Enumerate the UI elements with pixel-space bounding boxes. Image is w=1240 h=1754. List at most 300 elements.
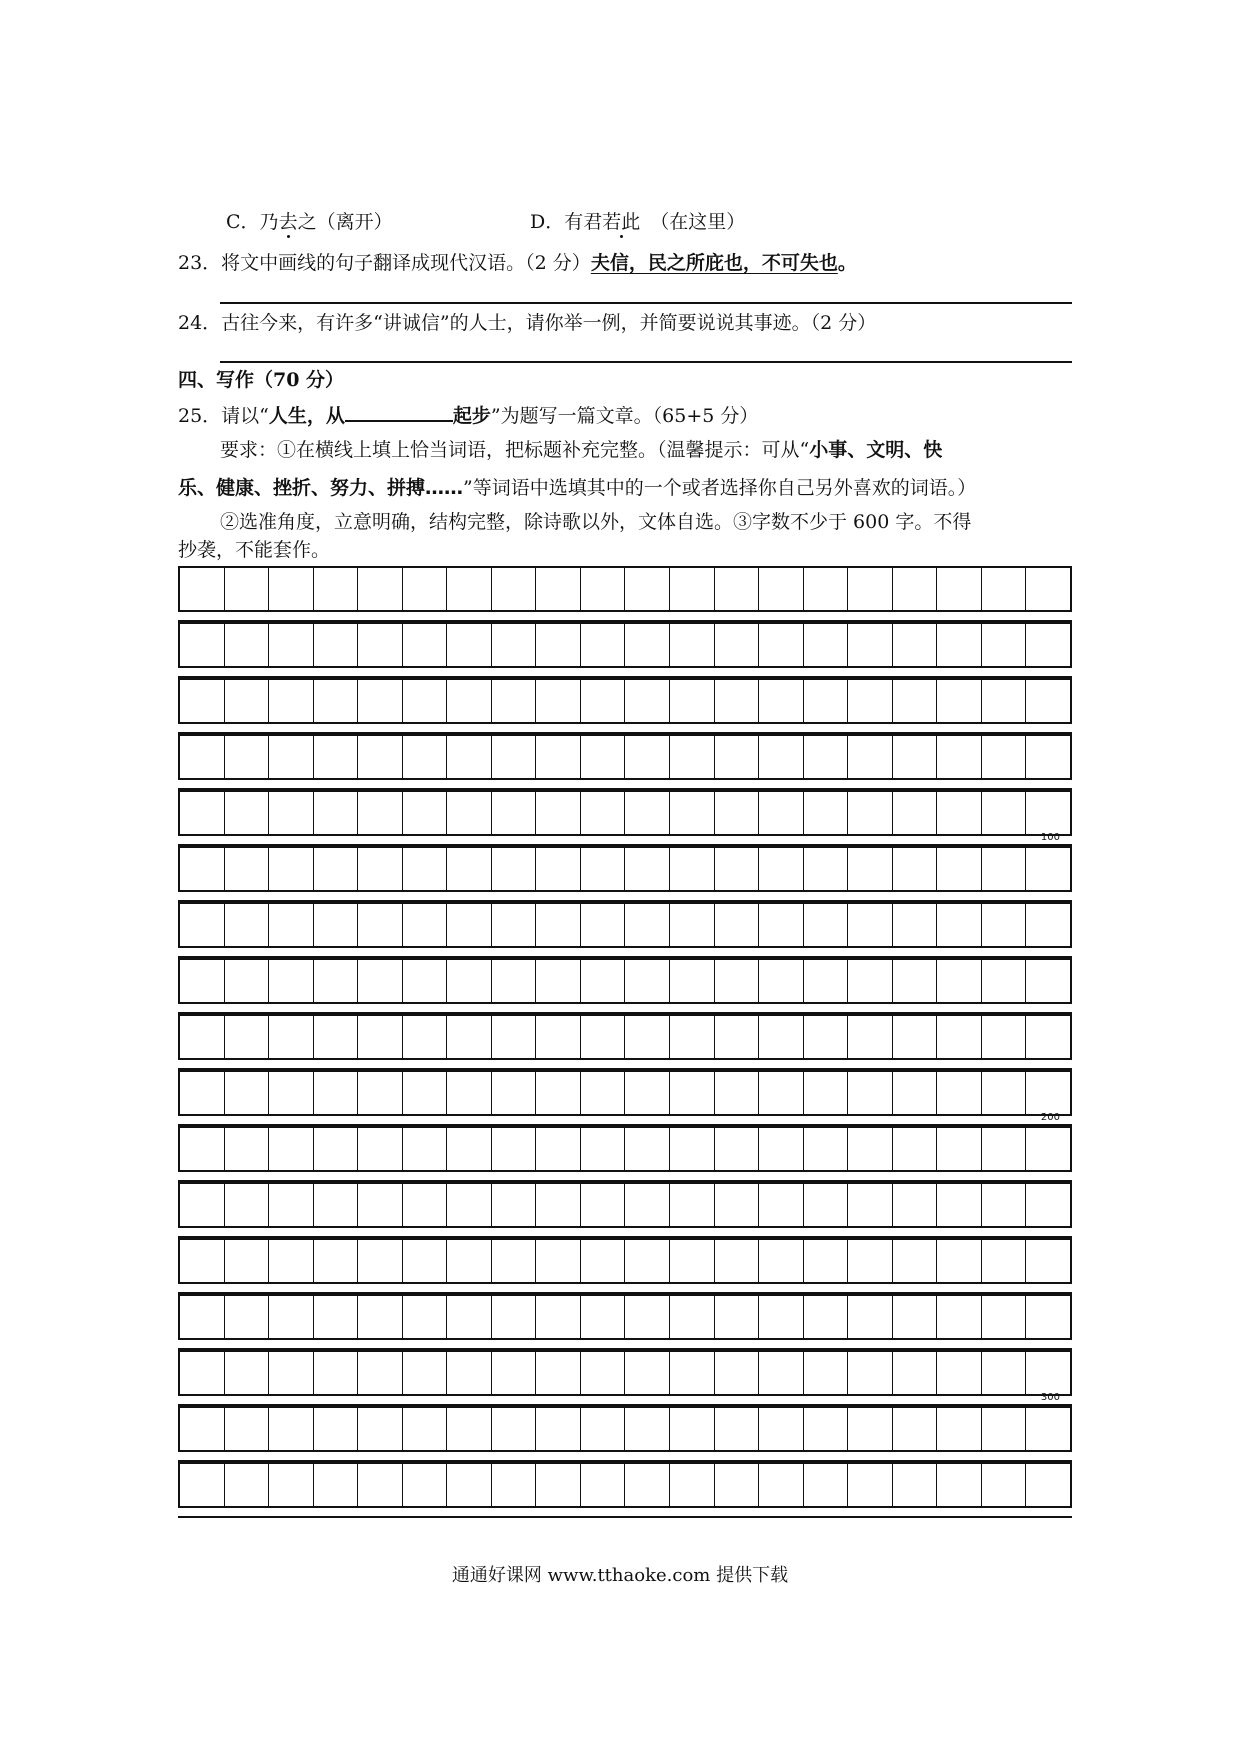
grid-cell[interactable] bbox=[536, 624, 581, 666]
grid-cell[interactable] bbox=[1026, 624, 1070, 666]
answer-line-23[interactable] bbox=[220, 302, 1072, 304]
grid-cell[interactable] bbox=[670, 1184, 715, 1226]
grid-cell[interactable] bbox=[848, 1016, 893, 1058]
grid-cell[interactable] bbox=[447, 568, 492, 610]
grid-cell[interactable] bbox=[982, 568, 1027, 610]
grid-cell[interactable] bbox=[225, 624, 270, 666]
grid-cell[interactable] bbox=[715, 736, 760, 778]
grid-cell[interactable] bbox=[848, 1128, 893, 1170]
grid-cell[interactable] bbox=[225, 736, 270, 778]
grid-cell[interactable] bbox=[1026, 1072, 1070, 1114]
grid-cell[interactable] bbox=[848, 1464, 893, 1506]
grid-cell[interactable] bbox=[759, 1408, 804, 1450]
grid-cell[interactable] bbox=[804, 736, 849, 778]
grid-cell[interactable] bbox=[403, 624, 448, 666]
grid-cell[interactable] bbox=[403, 904, 448, 946]
grid-cell[interactable] bbox=[314, 904, 359, 946]
grid-cell[interactable] bbox=[180, 624, 225, 666]
grid-cell[interactable] bbox=[893, 1240, 938, 1282]
grid-cell[interactable] bbox=[536, 1128, 581, 1170]
grid-cell[interactable] bbox=[625, 1408, 670, 1450]
grid-cell[interactable] bbox=[581, 1072, 626, 1114]
grid-cell[interactable] bbox=[893, 624, 938, 666]
grid-cell[interactable] bbox=[536, 568, 581, 610]
grid-cell[interactable] bbox=[937, 904, 982, 946]
grid-cell[interactable] bbox=[1026, 1464, 1070, 1506]
grid-cell[interactable] bbox=[982, 1408, 1027, 1450]
grid-cell[interactable] bbox=[581, 848, 626, 890]
grid-cell[interactable] bbox=[180, 1408, 225, 1450]
grid-cell[interactable] bbox=[269, 904, 314, 946]
grid-cell[interactable] bbox=[447, 904, 492, 946]
grid-cell[interactable] bbox=[1026, 1352, 1070, 1394]
grid-cell[interactable] bbox=[848, 1072, 893, 1114]
grid-cell[interactable] bbox=[715, 1184, 760, 1226]
grid-cell[interactable] bbox=[804, 624, 849, 666]
grid-cell[interactable] bbox=[581, 1408, 626, 1450]
grid-cell[interactable] bbox=[536, 848, 581, 890]
grid-cell[interactable] bbox=[581, 1184, 626, 1226]
grid-cell[interactable] bbox=[269, 624, 314, 666]
grid-cell[interactable] bbox=[358, 904, 403, 946]
grid-cell[interactable] bbox=[358, 1240, 403, 1282]
grid-cell[interactable] bbox=[1026, 680, 1070, 722]
grid-cell[interactable] bbox=[982, 1072, 1027, 1114]
grid-cell[interactable] bbox=[893, 1408, 938, 1450]
grid-cell[interactable] bbox=[759, 1296, 804, 1338]
grid-cell[interactable] bbox=[848, 792, 893, 834]
grid-cell[interactable] bbox=[670, 1352, 715, 1394]
grid-cell[interactable] bbox=[937, 736, 982, 778]
grid-cell[interactable] bbox=[314, 960, 359, 1002]
grid-cell[interactable] bbox=[1026, 568, 1070, 610]
grid-cell[interactable] bbox=[314, 1016, 359, 1058]
grid-cell[interactable] bbox=[804, 1184, 849, 1226]
grid-cell[interactable] bbox=[982, 1296, 1027, 1338]
grid-cell[interactable] bbox=[269, 1240, 314, 1282]
grid-cell[interactable] bbox=[848, 1352, 893, 1394]
grid-cell[interactable] bbox=[225, 904, 270, 946]
grid-cell[interactable] bbox=[759, 624, 804, 666]
grid-cell[interactable] bbox=[625, 1352, 670, 1394]
grid-cell[interactable] bbox=[492, 1464, 537, 1506]
grid-cell[interactable] bbox=[492, 1296, 537, 1338]
grid-cell[interactable] bbox=[1026, 1128, 1070, 1170]
title-blank[interactable] bbox=[345, 398, 453, 422]
grid-cell[interactable] bbox=[358, 1464, 403, 1506]
grid-cell[interactable] bbox=[492, 792, 537, 834]
grid-cell[interactable] bbox=[269, 1352, 314, 1394]
grid-cell[interactable] bbox=[937, 1464, 982, 1506]
grid-cell[interactable] bbox=[982, 1352, 1027, 1394]
grid-cell[interactable] bbox=[670, 792, 715, 834]
grid-cell[interactable] bbox=[715, 904, 760, 946]
grid-cell[interactable] bbox=[180, 848, 225, 890]
grid-cell[interactable] bbox=[625, 1128, 670, 1170]
grid-cell[interactable] bbox=[848, 1408, 893, 1450]
grid-cell[interactable] bbox=[225, 960, 270, 1002]
grid-cell[interactable] bbox=[358, 624, 403, 666]
grid-cell[interactable] bbox=[670, 960, 715, 1002]
grid-cell[interactable] bbox=[581, 1464, 626, 1506]
grid-cell[interactable] bbox=[403, 1408, 448, 1450]
grid-cell[interactable] bbox=[358, 848, 403, 890]
grid-cell[interactable] bbox=[759, 680, 804, 722]
grid-cell[interactable] bbox=[447, 624, 492, 666]
grid-cell[interactable] bbox=[536, 1184, 581, 1226]
grid-cell[interactable] bbox=[581, 1296, 626, 1338]
grid-cell[interactable] bbox=[804, 1408, 849, 1450]
grid-cell[interactable] bbox=[581, 1352, 626, 1394]
grid-cell[interactable] bbox=[581, 1016, 626, 1058]
grid-cell[interactable] bbox=[358, 1296, 403, 1338]
grid-cell[interactable] bbox=[670, 1240, 715, 1282]
grid-cell[interactable] bbox=[893, 1184, 938, 1226]
grid-cell[interactable] bbox=[848, 848, 893, 890]
grid-cell[interactable] bbox=[937, 848, 982, 890]
grid-cell[interactable] bbox=[225, 1352, 270, 1394]
grid-cell[interactable] bbox=[314, 792, 359, 834]
grid-cell[interactable] bbox=[804, 1296, 849, 1338]
grid-cell[interactable] bbox=[180, 1184, 225, 1226]
grid-cell[interactable] bbox=[358, 792, 403, 834]
grid-cell[interactable] bbox=[536, 1352, 581, 1394]
grid-cell[interactable] bbox=[937, 1408, 982, 1450]
grid-cell[interactable] bbox=[937, 960, 982, 1002]
grid-cell[interactable] bbox=[715, 1016, 760, 1058]
grid-cell[interactable] bbox=[492, 736, 537, 778]
grid-cell[interactable] bbox=[403, 736, 448, 778]
grid-cell[interactable] bbox=[715, 792, 760, 834]
grid-cell[interactable] bbox=[625, 568, 670, 610]
grid-cell[interactable] bbox=[180, 1016, 225, 1058]
grid-cell[interactable] bbox=[670, 1128, 715, 1170]
grid-cell[interactable] bbox=[937, 568, 982, 610]
grid-cell[interactable] bbox=[715, 1240, 760, 1282]
grid-cell[interactable] bbox=[492, 680, 537, 722]
grid-cell[interactable] bbox=[893, 792, 938, 834]
grid-cell[interactable] bbox=[492, 1240, 537, 1282]
grid-cell[interactable] bbox=[848, 736, 893, 778]
grid-cell[interactable] bbox=[180, 1128, 225, 1170]
grid-cell[interactable] bbox=[625, 848, 670, 890]
grid-cell[interactable] bbox=[492, 1408, 537, 1450]
grid-cell[interactable] bbox=[759, 1184, 804, 1226]
grid-cell[interactable] bbox=[848, 568, 893, 610]
grid-cell[interactable] bbox=[403, 1240, 448, 1282]
grid-cell[interactable] bbox=[715, 1072, 760, 1114]
grid-cell[interactable] bbox=[180, 904, 225, 946]
grid-cell[interactable] bbox=[1026, 848, 1070, 890]
grid-cell[interactable] bbox=[269, 736, 314, 778]
grid-cell[interactable] bbox=[848, 1296, 893, 1338]
grid-cell[interactable] bbox=[447, 1240, 492, 1282]
grid-cell[interactable] bbox=[804, 848, 849, 890]
grid-cell[interactable] bbox=[893, 904, 938, 946]
grid-cell[interactable] bbox=[581, 1128, 626, 1170]
grid-cell[interactable] bbox=[225, 792, 270, 834]
grid-cell[interactable] bbox=[893, 1464, 938, 1506]
grid-cell[interactable] bbox=[536, 960, 581, 1002]
grid-cell[interactable] bbox=[358, 1352, 403, 1394]
grid-cell[interactable] bbox=[536, 1240, 581, 1282]
grid-cell[interactable] bbox=[492, 1184, 537, 1226]
grid-cell[interactable] bbox=[893, 1128, 938, 1170]
grid-cell[interactable] bbox=[759, 1072, 804, 1114]
grid-cell[interactable] bbox=[804, 680, 849, 722]
grid-cell[interactable] bbox=[269, 848, 314, 890]
answer-line-24[interactable] bbox=[220, 361, 1072, 363]
grid-cell[interactable] bbox=[225, 1184, 270, 1226]
grid-cell[interactable] bbox=[492, 1128, 537, 1170]
grid-cell[interactable] bbox=[447, 1016, 492, 1058]
grid-cell[interactable] bbox=[715, 680, 760, 722]
grid-cell[interactable] bbox=[403, 1296, 448, 1338]
grid-cell[interactable] bbox=[804, 1016, 849, 1058]
grid-cell[interactable] bbox=[848, 624, 893, 666]
grid-cell[interactable] bbox=[804, 960, 849, 1002]
grid-cell[interactable] bbox=[893, 1016, 938, 1058]
grid-cell[interactable] bbox=[625, 1296, 670, 1338]
grid-cell[interactable] bbox=[225, 1016, 270, 1058]
grid-cell[interactable] bbox=[581, 1240, 626, 1282]
grid-cell[interactable] bbox=[625, 624, 670, 666]
grid-cell[interactable] bbox=[536, 1464, 581, 1506]
grid-cell[interactable] bbox=[225, 1240, 270, 1282]
grid-cell[interactable] bbox=[447, 1408, 492, 1450]
grid-cell[interactable] bbox=[759, 1464, 804, 1506]
grid-cell[interactable] bbox=[225, 1072, 270, 1114]
grid-cell[interactable] bbox=[848, 904, 893, 946]
grid-cell[interactable] bbox=[625, 1072, 670, 1114]
grid-cell[interactable] bbox=[982, 1240, 1027, 1282]
grid-cell[interactable] bbox=[581, 960, 626, 1002]
grid-cell[interactable] bbox=[715, 568, 760, 610]
grid-cell[interactable] bbox=[715, 1296, 760, 1338]
grid-cell[interactable] bbox=[492, 1352, 537, 1394]
grid-cell[interactable] bbox=[937, 1128, 982, 1170]
grid-cell[interactable] bbox=[314, 1296, 359, 1338]
grid-cell[interactable] bbox=[893, 1296, 938, 1338]
grid-cell[interactable] bbox=[180, 1240, 225, 1282]
grid-cell[interactable] bbox=[670, 680, 715, 722]
grid-cell[interactable] bbox=[447, 792, 492, 834]
grid-cell[interactable] bbox=[180, 1072, 225, 1114]
grid-cell[interactable] bbox=[1026, 792, 1070, 834]
grid-cell[interactable] bbox=[314, 736, 359, 778]
grid-cell[interactable] bbox=[403, 1184, 448, 1226]
grid-cell[interactable] bbox=[314, 624, 359, 666]
grid-cell[interactable] bbox=[848, 960, 893, 1002]
grid-cell[interactable] bbox=[180, 1296, 225, 1338]
grid-cell[interactable] bbox=[358, 1016, 403, 1058]
grid-cell[interactable] bbox=[492, 1016, 537, 1058]
grid-cell[interactable] bbox=[358, 1408, 403, 1450]
grid-cell[interactable] bbox=[893, 848, 938, 890]
grid-cell[interactable] bbox=[581, 904, 626, 946]
grid-cell[interactable] bbox=[804, 1072, 849, 1114]
grid-cell[interactable] bbox=[269, 792, 314, 834]
grid-cell[interactable] bbox=[180, 736, 225, 778]
grid-cell[interactable] bbox=[759, 1128, 804, 1170]
grid-cell[interactable] bbox=[1026, 1184, 1070, 1226]
grid-cell[interactable] bbox=[403, 1072, 448, 1114]
grid-cell[interactable] bbox=[269, 1464, 314, 1506]
grid-cell[interactable] bbox=[314, 1128, 359, 1170]
grid-cell[interactable] bbox=[581, 680, 626, 722]
grid-cell[interactable] bbox=[759, 1352, 804, 1394]
grid-cell[interactable] bbox=[358, 960, 403, 1002]
grid-cell[interactable] bbox=[225, 680, 270, 722]
grid-cell[interactable] bbox=[893, 960, 938, 1002]
grid-cell[interactable] bbox=[625, 736, 670, 778]
grid-cell[interactable] bbox=[269, 960, 314, 1002]
grid-cell[interactable] bbox=[982, 736, 1027, 778]
grid-cell[interactable] bbox=[403, 792, 448, 834]
grid-cell[interactable] bbox=[759, 792, 804, 834]
grid-cell[interactable] bbox=[982, 960, 1027, 1002]
grid-cell[interactable] bbox=[447, 736, 492, 778]
grid-cell[interactable] bbox=[403, 1016, 448, 1058]
grid-cell[interactable] bbox=[893, 568, 938, 610]
grid-cell[interactable] bbox=[937, 1072, 982, 1114]
grid-cell[interactable] bbox=[492, 624, 537, 666]
grid-cell[interactable] bbox=[759, 960, 804, 1002]
grid-cell[interactable] bbox=[715, 1464, 760, 1506]
grid-cell[interactable] bbox=[1026, 1016, 1070, 1058]
grid-cell[interactable] bbox=[536, 792, 581, 834]
grid-cell[interactable] bbox=[447, 1296, 492, 1338]
grid-cell[interactable] bbox=[670, 1016, 715, 1058]
grid-cell[interactable] bbox=[759, 848, 804, 890]
grid-cell[interactable] bbox=[982, 680, 1027, 722]
grid-cell[interactable] bbox=[536, 1072, 581, 1114]
grid-cell[interactable] bbox=[314, 1408, 359, 1450]
grid-cell[interactable] bbox=[670, 1296, 715, 1338]
grid-cell[interactable] bbox=[625, 904, 670, 946]
grid-cell[interactable] bbox=[804, 1240, 849, 1282]
grid-cell[interactable] bbox=[358, 568, 403, 610]
grid-cell[interactable] bbox=[447, 680, 492, 722]
grid-cell[interactable] bbox=[314, 1352, 359, 1394]
grid-cell[interactable] bbox=[1026, 960, 1070, 1002]
grid-cell[interactable] bbox=[447, 1464, 492, 1506]
grid-cell[interactable] bbox=[759, 568, 804, 610]
grid-cell[interactable] bbox=[804, 568, 849, 610]
grid-cell[interactable] bbox=[180, 1352, 225, 1394]
grid-cell[interactable] bbox=[269, 1128, 314, 1170]
grid-cell[interactable] bbox=[715, 848, 760, 890]
grid-cell[interactable] bbox=[937, 1184, 982, 1226]
grid-cell[interactable] bbox=[625, 1184, 670, 1226]
grid-cell[interactable] bbox=[225, 848, 270, 890]
grid-cell[interactable] bbox=[180, 792, 225, 834]
grid-cell[interactable] bbox=[492, 568, 537, 610]
grid-cell[interactable] bbox=[225, 1408, 270, 1450]
grid-cell[interactable] bbox=[536, 1296, 581, 1338]
grid-cell[interactable] bbox=[269, 1408, 314, 1450]
grid-cell[interactable] bbox=[492, 848, 537, 890]
grid-cell[interactable] bbox=[447, 960, 492, 1002]
grid-cell[interactable] bbox=[759, 736, 804, 778]
grid-cell[interactable] bbox=[314, 848, 359, 890]
grid-cell[interactable] bbox=[715, 1128, 760, 1170]
grid-cell[interactable] bbox=[403, 1352, 448, 1394]
grid-cell[interactable] bbox=[581, 568, 626, 610]
grid-cell[interactable] bbox=[180, 960, 225, 1002]
grid-cell[interactable] bbox=[715, 960, 760, 1002]
grid-cell[interactable] bbox=[937, 1240, 982, 1282]
grid-cell[interactable] bbox=[314, 1464, 359, 1506]
grid-cell[interactable] bbox=[403, 568, 448, 610]
grid-cell[interactable] bbox=[625, 1464, 670, 1506]
grid-cell[interactable] bbox=[670, 624, 715, 666]
grid-cell[interactable] bbox=[314, 680, 359, 722]
grid-cell[interactable] bbox=[358, 680, 403, 722]
grid-cell[interactable] bbox=[492, 904, 537, 946]
grid-cell[interactable] bbox=[982, 624, 1027, 666]
grid-cell[interactable] bbox=[225, 1128, 270, 1170]
grid-cell[interactable] bbox=[492, 960, 537, 1002]
grid-cell[interactable] bbox=[403, 1464, 448, 1506]
grid-cell[interactable] bbox=[670, 1408, 715, 1450]
grid-cell[interactable] bbox=[625, 960, 670, 1002]
grid-cell[interactable] bbox=[581, 736, 626, 778]
grid-cell[interactable] bbox=[1026, 1240, 1070, 1282]
grid-cell[interactable] bbox=[180, 568, 225, 610]
grid-cell[interactable] bbox=[937, 1352, 982, 1394]
grid-cell[interactable] bbox=[447, 1128, 492, 1170]
grid-cell[interactable] bbox=[447, 1072, 492, 1114]
grid-cell[interactable] bbox=[759, 904, 804, 946]
grid-cell[interactable] bbox=[1026, 1408, 1070, 1450]
grid-cell[interactable] bbox=[670, 1072, 715, 1114]
grid-cell[interactable] bbox=[536, 904, 581, 946]
grid-cell[interactable] bbox=[269, 1184, 314, 1226]
grid-cell[interactable] bbox=[848, 680, 893, 722]
grid-cell[interactable] bbox=[403, 848, 448, 890]
grid-cell[interactable] bbox=[937, 1016, 982, 1058]
grid-cell[interactable] bbox=[937, 680, 982, 722]
grid-cell[interactable] bbox=[893, 680, 938, 722]
grid-cell[interactable] bbox=[937, 624, 982, 666]
grid-cell[interactable] bbox=[937, 1296, 982, 1338]
grid-cell[interactable] bbox=[358, 1128, 403, 1170]
grid-cell[interactable] bbox=[403, 680, 448, 722]
grid-cell[interactable] bbox=[625, 680, 670, 722]
grid-cell[interactable] bbox=[447, 848, 492, 890]
grid-cell[interactable] bbox=[759, 1016, 804, 1058]
grid-cell[interactable] bbox=[314, 568, 359, 610]
grid-cell[interactable] bbox=[670, 848, 715, 890]
grid-cell[interactable] bbox=[715, 624, 760, 666]
grid-cell[interactable] bbox=[225, 1464, 270, 1506]
grid-cell[interactable] bbox=[358, 736, 403, 778]
grid-cell[interactable] bbox=[225, 1296, 270, 1338]
grid-cell[interactable] bbox=[180, 680, 225, 722]
grid-cell[interactable] bbox=[893, 736, 938, 778]
grid-cell[interactable] bbox=[625, 1016, 670, 1058]
grid-cell[interactable] bbox=[447, 1184, 492, 1226]
grid-cell[interactable] bbox=[804, 904, 849, 946]
grid-cell[interactable] bbox=[314, 1240, 359, 1282]
grid-cell[interactable] bbox=[625, 792, 670, 834]
grid-cell[interactable] bbox=[269, 568, 314, 610]
grid-cell[interactable] bbox=[225, 568, 270, 610]
grid-cell[interactable] bbox=[982, 904, 1027, 946]
grid-cell[interactable] bbox=[1026, 904, 1070, 946]
grid-cell[interactable] bbox=[492, 1072, 537, 1114]
